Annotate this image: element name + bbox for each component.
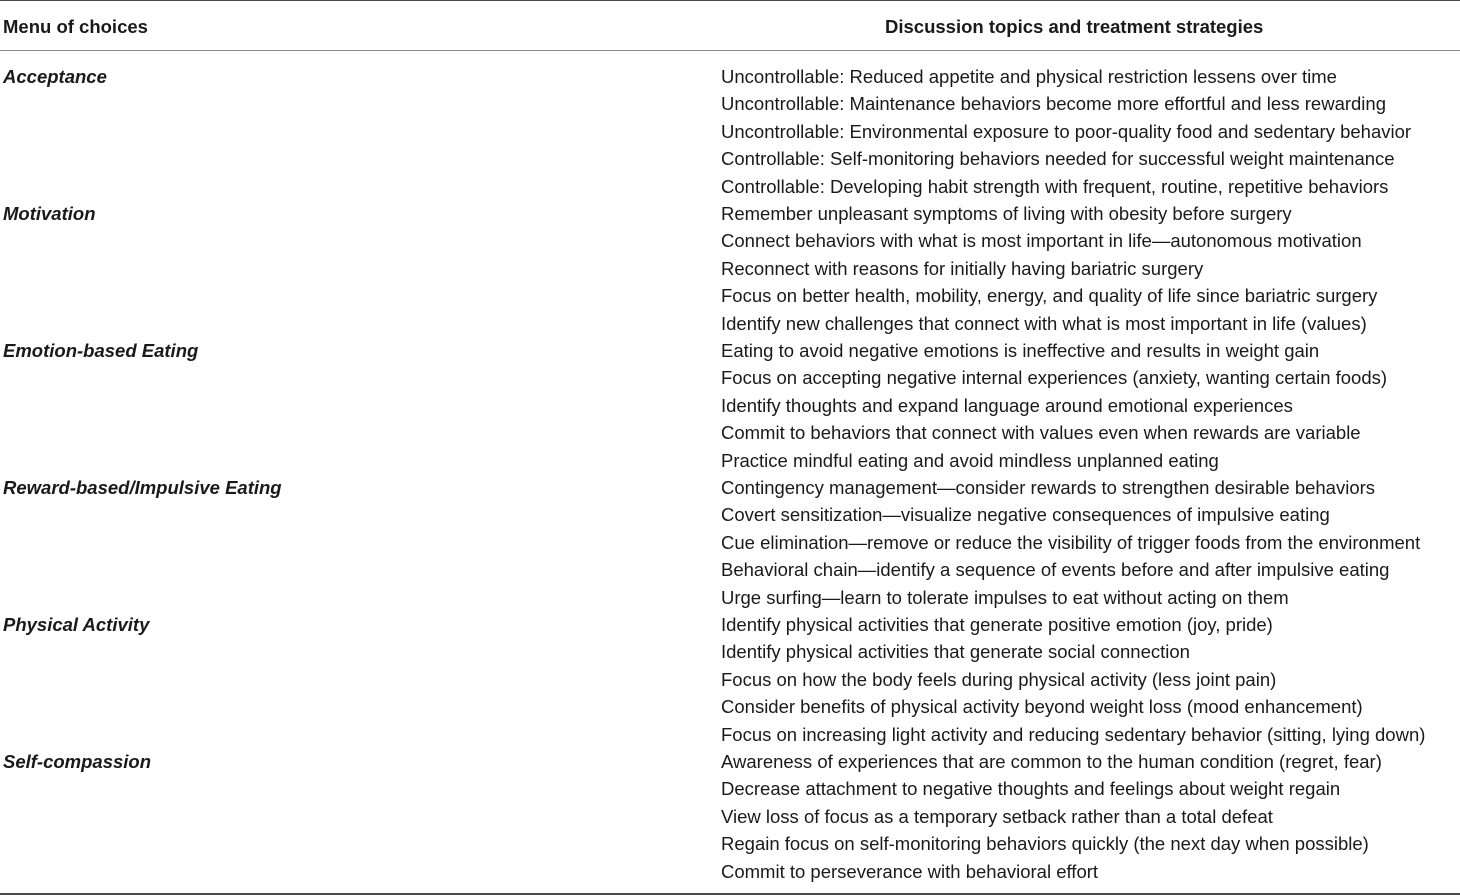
strategy-item: Focus on how the body feels during physical activity (less joint pain) [721, 668, 1277, 690]
strategy-item: Identify thoughts and expand language around emotional experiences [721, 394, 1293, 416]
strategy-item: Eating to avoid negative emotions is ineffective and results in weight gain [721, 340, 1320, 361]
strategy-item: Controllable: Developing habit strength with frequent, routine, repetitive behaviors [721, 175, 1389, 197]
table-row [0, 337, 1460, 474]
table-row [0, 474, 1460, 611]
table-row [0, 748, 1460, 885]
category-label: Emotion-based Eating [3, 340, 199, 361]
strategy-item: View loss of focus as a temporary setback rather than a total defeat [721, 805, 1273, 827]
strategy-item: Practice mindful eating and avoid mindless unplanned eating [721, 449, 1219, 471]
column-header-menu: Menu of choices [3, 16, 148, 37]
category-label: Reward-based/Impulsive Eating [3, 477, 282, 498]
strategy-list [721, 748, 1382, 885]
table-bottom-rule [0, 893, 1460, 895]
strategy-item: Remember unpleasant symptoms of living with obesity before surgery [721, 203, 1292, 224]
strategy-item: Cue elimination—remove or reduce the visibility of trigger foods from the environment [721, 531, 1421, 553]
strategy-item: Controllable: Self-monitoring behaviors needed for successful weight maintenance [721, 148, 1395, 170]
category-label: Acceptance [3, 66, 107, 87]
strategy-list [721, 474, 1420, 611]
table-row [0, 611, 1460, 748]
strategy-item: Decrease attachment to negative thoughts and feelings about weight regain [721, 778, 1341, 800]
strategy-item: Covert sensitization—visualize negative consequences of impulsive eating [721, 504, 1330, 526]
strategy-item: Focus on increasing light activity and reducing sedentary behavior (sitting, lying down) [721, 723, 1426, 745]
table-header [0, 0, 1460, 50]
strategy-list [721, 337, 1387, 474]
strategy-item: Connect behaviors with what is most important in life—autonomous motivation [721, 230, 1362, 252]
strategy-item: Consider benefits of physical activity beyond weight loss (mood enhancement) [721, 696, 1363, 718]
strategy-item: Focus on accepting negative internal experiences (anxiety, wanting certain foods) [721, 367, 1388, 389]
strategy-list [721, 200, 1377, 337]
strategy-item: Commit to perseverance with behavioral effort [721, 860, 1099, 882]
category-label: Self-compassion [3, 751, 152, 772]
category-label: Motivation [3, 203, 96, 224]
strategy-item: Identify new challenges that connect with what is most important in life (values) [721, 312, 1367, 334]
strategy-item: Commit to behaviors that connect with values even when rewards are variable [721, 422, 1361, 444]
strategy-item: Identify physical activities that generate social connection [721, 641, 1190, 663]
strategy-item: Regain focus on self-monitoring behaviors quickly (the next day when possible) [721, 833, 1369, 855]
table-row [0, 63, 1460, 200]
strategy-list [721, 611, 1425, 748]
strategy-item: Contingency management—consider rewards to strengthen desirable behaviors [721, 477, 1376, 498]
strategy-item: Reconnect with reasons for initially having bariatric surgery [721, 257, 1204, 279]
strategy-item: Uncontrollable: Environmental exposure to poor-quality food and sedentary behavior [721, 120, 1412, 142]
category-label: Physical Activity [3, 614, 150, 635]
strategy-item: Uncontrollable: Reduced appetite and physical restriction lessens over time [721, 66, 1337, 87]
strategy-item: Focus on better health, mobility, energy, and quality of life since bariatric surgery [721, 285, 1378, 307]
strategy-list [721, 63, 1411, 200]
table-row [0, 200, 1460, 337]
strategy-item: Urge surfing—learn to tolerate impulses to eat without acting on them [721, 586, 1289, 608]
strategy-item: Awareness of experiences that are common to the human condition (regret, fear) [721, 751, 1382, 772]
strategy-item: Behavioral chain—identify a sequence of events before and after impulsive eating [721, 559, 1390, 581]
strategy-item: Uncontrollable: Maintenance behaviors become more effortful and less rewarding [721, 93, 1386, 115]
header-rule [0, 50, 1460, 51]
column-header-topics: Discussion topics and treatment strategies [885, 16, 1264, 37]
strategy-item: Identify physical activities that generate positive emotion (joy, pride) [721, 614, 1273, 635]
